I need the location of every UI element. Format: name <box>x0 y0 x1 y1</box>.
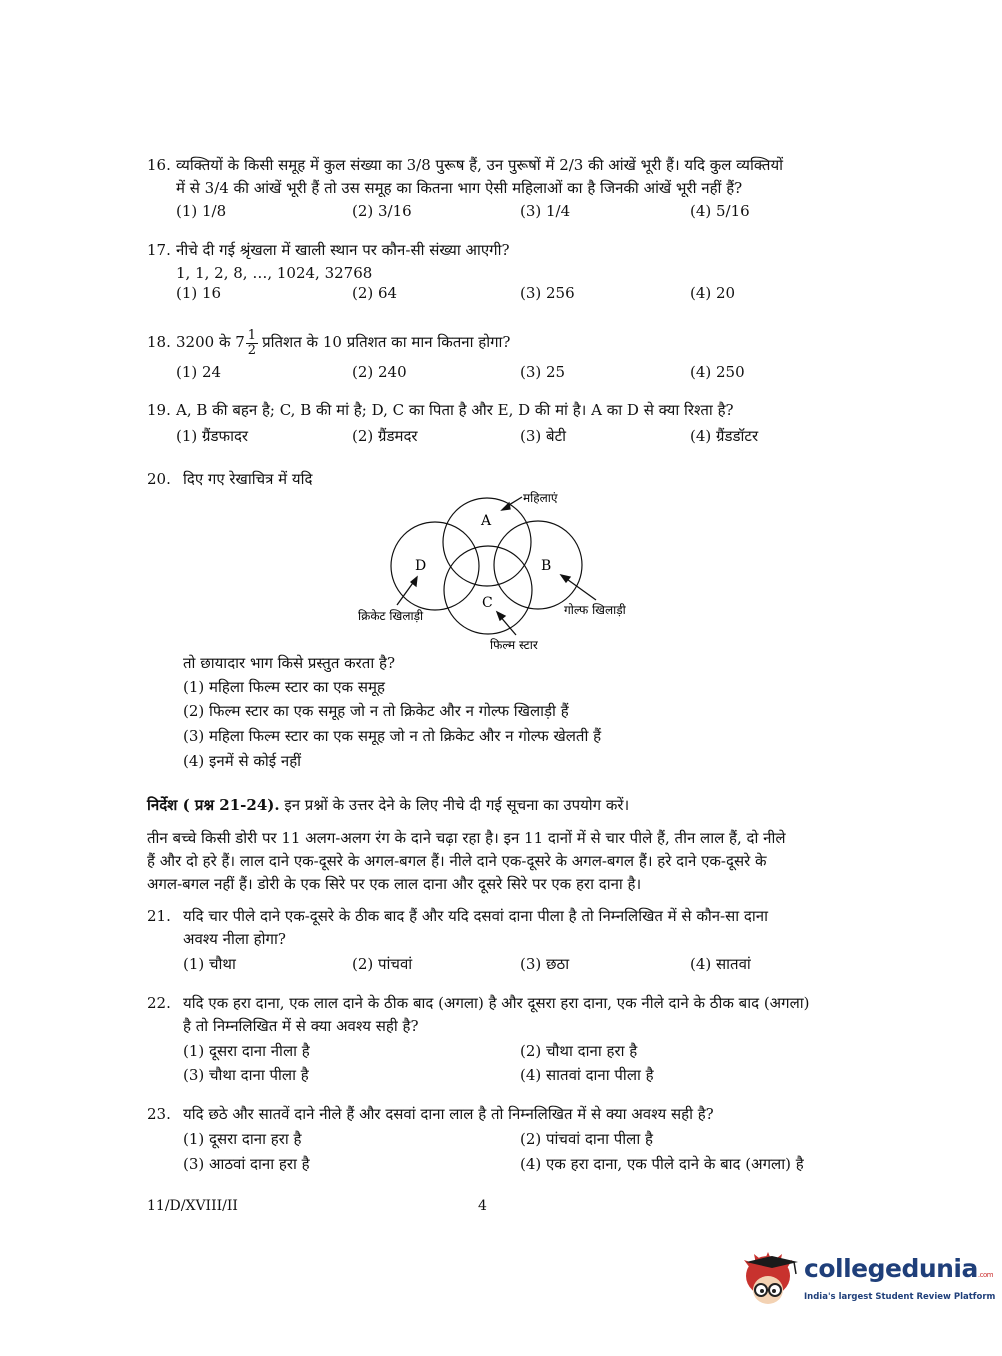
directions-heading <box>147 795 629 815</box>
footer-code: 11/D/XVIII/II <box>147 1198 238 1214</box>
question-21-option-3: (3) छठा <box>520 955 570 973</box>
circle-d-letter: D <box>415 558 427 574</box>
arrow-c <box>497 612 516 635</box>
question-21-option-4: (4) सातवां <box>690 955 751 973</box>
directions-para-line3: अगल-बगल नहीं हैं। डोरी के एक सिरे पर एक लाल दाना और दूसरे सिरे पर एक हरा दाना है। <box>147 875 642 893</box>
question-21-text-line2: अवश्य नीला होगा? <box>183 930 286 948</box>
question-16-text-line2: में से 3/4 की आंखें भूरी हैं तो उस समूह का कितना भाग ऐसी महिलाओं का है जिनकी आंखें भूरी नहीं हैं? <box>176 179 743 197</box>
question-18-option-3: (3) 25 <box>520 363 566 381</box>
question-23-option-1: (1) दूसरा दाना हरा है <box>183 1130 302 1148</box>
question-23-option-3: (3) आठवां दाना हरा है <box>183 1155 310 1173</box>
fraction-denominator: 2 <box>247 342 257 358</box>
shaded-region <box>340 480 660 660</box>
question-18-number: 18. <box>147 333 171 351</box>
question-20-option-1: (1) महिला फिल्म स्टार का एक समूह <box>183 678 385 696</box>
label-women: महिलाएं <box>523 491 558 505</box>
question-16-option-2: (2) 3/16 <box>352 202 412 220</box>
directions-head: निर्देश ( प्रश्न 21-24). <box>147 796 280 814</box>
question-20-option-3: (3) महिला फिल्म स्टार का एक समूह जो न तो क्रिकेट और न गोल्फ खेलती हैं <box>183 727 602 745</box>
question-20-text: दिए गए रेखाचित्र में यदि <box>183 470 313 488</box>
question-22-option-4: (4) सातवां दाना पीला है <box>520 1066 654 1084</box>
logo-name: collegedunia <box>804 1254 978 1283</box>
question-20-option-2: (2) फिल्म स्टार का एक समूह जो न तो क्रिकेट और न गोल्फ खिलाड़ी हैं <box>183 702 569 720</box>
label-film-stars: फिल्म स्टार <box>490 638 538 652</box>
directions-para-line1: तीन बच्चे किसी डोरी पर 11 अलग-अलग रंग के दाने चढ़ा रहा है। इन 11 दानों में से चार पीले हैं, तीन लाल हैं, दो नीले <box>147 829 786 847</box>
question-20-option-4: (4) इनमें से कोई नहीं <box>183 752 302 770</box>
question-16-number: 16. <box>147 156 171 174</box>
question-20-number: 20. <box>147 470 171 488</box>
question-18-post: प्रतिशत के 10 प्रतिशत का मान कितना होगा? <box>262 333 511 351</box>
logo-tagline: India's largest Student Review Platform <box>804 1292 996 1302</box>
question-22-option-1: (1) दूसरा दाना नीला है <box>183 1042 310 1060</box>
question-18-pre: 3200 के 7 <box>176 333 245 351</box>
mascot-icon <box>742 1250 802 1316</box>
question-19-option-1: (1) ग्रैंडफादर <box>176 427 249 445</box>
question-23-number: 23. <box>147 1105 171 1123</box>
circle-b <box>494 521 582 609</box>
question-18-option-4: (4) 250 <box>690 363 745 381</box>
question-22-option-3: (3) चौथा दाना पीला है <box>183 1066 309 1084</box>
question-19-number: 19. <box>147 401 171 419</box>
arrow-a <box>502 497 522 510</box>
question-23-option-4: (4) एक हरा दाना, एक पीले दाने के बाद (अगला) है <box>520 1155 804 1173</box>
question-17-text: नीचे दी गई श्रृंखला में खाली स्थान पर कौन-सी संख्या आएगी? <box>176 241 510 259</box>
question-22-number: 22. <box>147 994 171 1012</box>
question-19-option-2: (2) ग्रैंडमदर <box>352 427 418 445</box>
arrow-d <box>397 577 417 605</box>
collegedunia-logo <box>742 1250 996 1316</box>
directions-para-line2: हैं और दो हरे हैं। लाल दाने एक-दूसरे के अगल-बगल हैं। नीले दाने एक-दूसरे के अगल-बगल हैं। हरे दाने एक-दूसरे के <box>147 852 767 870</box>
question-23-text: यदि छठे और सातवें दाने नीले हैं और दसवां दाना लाल है तो निम्नलिखित में से क्या अवश्य सही है? <box>183 1105 714 1123</box>
directions-text: इन प्रश्नों के उत्तर देने के लिए नीचे दी गई सूचना का उपयोग करें। <box>279 796 630 814</box>
question-18-option-2: (2) 240 <box>352 363 407 381</box>
question-17-option-3: (3) 256 <box>520 284 575 302</box>
question-18-text <box>176 323 510 361</box>
arrow-b <box>561 575 596 600</box>
question-17-option-2: (2) 64 <box>352 284 398 302</box>
question-17-option-1: (1) 16 <box>176 284 222 302</box>
circle-d <box>391 522 479 610</box>
question-16-option-3: (3) 1/4 <box>520 202 571 220</box>
question-16-option-4: (4) 5/16 <box>690 202 750 220</box>
circle-b-letter: B <box>541 558 552 574</box>
question-21-option-2: (2) पांचवां <box>352 955 413 973</box>
question-19-option-3: (3) बेटी <box>520 427 567 445</box>
question-19-text: A, B की बहन है; C, B की मां है; D, C का पिता है और E, D की मां है। A का D से क्या रिश्ता है? <box>176 401 734 419</box>
fraction <box>246 329 258 358</box>
question-23-option-2: (2) पांचवां दाना पीला है <box>520 1130 653 1148</box>
question-21-option-1: (1) चौथा <box>183 955 236 973</box>
logo-wordmark <box>804 1254 993 1283</box>
logo-suffix: .com <box>977 1271 994 1279</box>
label-cricket-players: क्रिकेट खिलाड़ी <box>358 609 424 623</box>
fraction-numerator: 1 <box>247 327 257 343</box>
question-22-option-2: (2) चौथा दाना हरा है <box>520 1042 638 1060</box>
question-18-option-1: (1) 24 <box>176 363 222 381</box>
question-22-text-line1: यदि एक हरा दाना, एक लाल दाने के ठीक बाद (अगला) है और दूसरा हरा दाना, एक नीले दाने के ठीक बाद (अगला) <box>183 994 810 1012</box>
question-17-option-4: (4) 20 <box>690 284 736 302</box>
question-22-text-line2: है तो निम्नलिखित में से क्या अवश्य सही है? <box>183 1017 419 1035</box>
question-17-series: 1, 1, 2, 8, …, 1024, 32768 <box>176 264 373 282</box>
question-21-text-line1: यदि चार पीले दाने एक-दूसरे के ठीक बाद हैं और यदि दसवां दाना पीला है तो निम्नलिखित में से कौन-सा दाना <box>183 907 768 925</box>
page-number: 4 <box>478 1198 487 1214</box>
question-21-number: 21. <box>147 907 171 925</box>
circle-a <box>443 498 531 586</box>
question-19-option-4: (4) ग्रैंडडॉटर <box>690 427 759 445</box>
label-golf-players: गोल्फ खिलाड़ी <box>564 603 626 617</box>
question-16-option-1: (1) 1/8 <box>176 202 227 220</box>
venn-diagram <box>340 480 660 660</box>
circle-c <box>444 546 532 634</box>
question-20-question: तो छायादार भाग किसे प्रस्तुत करता है? <box>183 654 396 672</box>
circle-c-letter: C <box>482 595 493 611</box>
question-16-text-line1: व्यक्तियों के किसी समूह में कुल संख्या का 3/8 पुरूष हैं, उन पुरूषों में 2/3 की आंखें भूरी हैं। यदि कुल व्यक्तियों <box>176 156 784 174</box>
question-17-number: 17. <box>147 241 171 259</box>
circle-a-letter: A <box>481 513 492 529</box>
